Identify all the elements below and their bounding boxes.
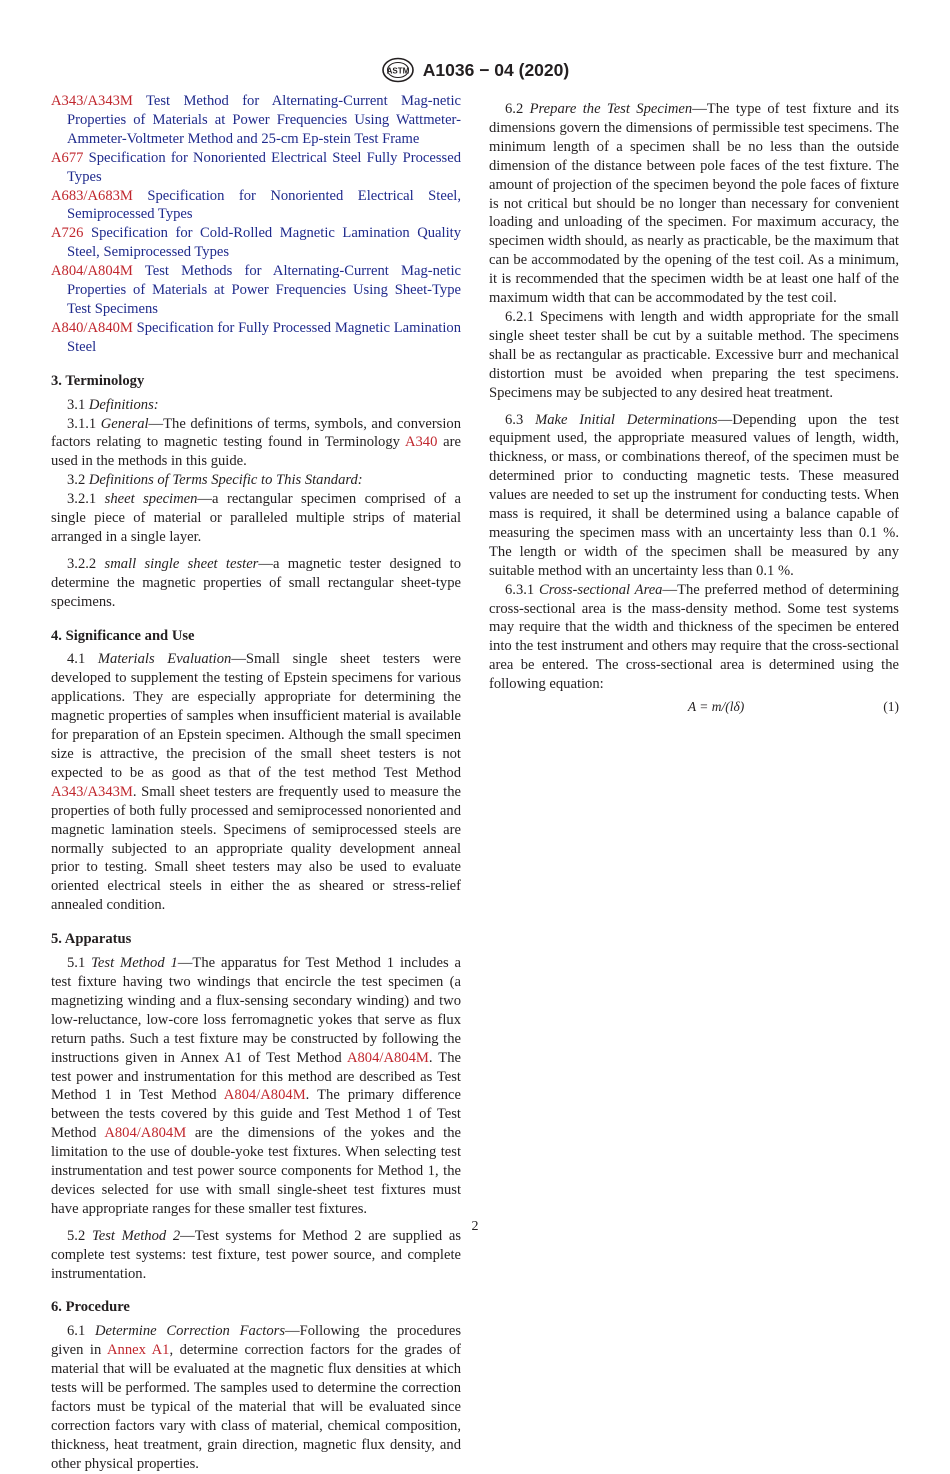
reference-link[interactable]: A343/A343M [51,783,133,800]
reference-title: Test Methods for Alternating-Current Mag-netic Properties of Materials at Power Frequencies Using Sheet-Type Test Specimens [67,263,461,317]
reference-link[interactable]: A683/A683M [51,187,133,204]
right-column [489,92,899,717]
left-column [51,92,461,1474]
paragraph-3-2-2: 3.2.2 small single sheet tester—a magnetic tester designed to determine the magnetic properties of small rectangular sheet-type specimens. [51,555,462,610]
reference-link[interactable]: Annex A1 [107,1342,170,1359]
reference-item [51,92,461,149]
reference-link[interactable]: A340 [404,434,438,451]
paragraph-6-2: 6.2 Prepare the Test Specimen—The type of test fixture and its dimensions govern the dimensions of permissible test specimens. The minimum length of a specimen shall be no less than the outside dimension of the distance between pole faces of the test fixture. The amount of projection of the specimen beyond the pole faces of fixture is not critical but should be no longer than necessary for convenient loading and unloading of the specimen. For maximum accuracy, the specimen width should, as nearly as practicable, be the maximum that can be accommodated by the opening of the test coil. As a minimum, it is recommended that the specimen width be at least one half of the maximum width that can be accommodated by the test coil. [489,101,900,307]
reference-item [51,224,461,262]
reference-link[interactable]: A677 [51,149,84,166]
reference-link[interactable]: A804/A804M [51,263,133,280]
astm-logo-icon [381,57,415,83]
section-heading-terminology: 3. Terminology [51,372,145,389]
page-number: 2 [471,1219,479,1234]
paragraph-3-2-1: 3.2.1 sheet specimen—a rectangular specimen comprised of a single piece of material or paralleled multiple strips of material arranged in a single layer. [51,491,461,545]
reference-title: Specification for Fully Processed Magnetic Lamination Steel [67,319,461,355]
reference-link[interactable]: A726 [51,225,84,242]
reference-title: Specification for Nonoriented Electrical Steel Fully Processed Types [67,149,461,185]
reference-link[interactable]: A804/A804M [223,1087,306,1104]
reference-link[interactable]: A804/A804M [104,1125,187,1142]
paragraph-6-1: 6.1 Determine Correction Factors—Following the procedures given in Annex A1, determine correction factors for the grades of material that will be evaluated at the magnetic flux densities at which tests will be performed. The samples used to determine the correction factors must be typical of the material that will be evaluated since correction factors vary with class of material, chemical composition, thickness, heat treatment, grain direction, magnetic flux density, and other physical properties. [51,1323,461,1472]
page-header [0,56,950,84]
reference-title: Specification for Cold-Rolled Magnetic Lamination Quality Steel, Semiprocessed Types [67,225,461,261]
paragraph-6-3: 6.3 Make Initial Determinations—Depending upon the test equipment used, the appropriate measured values of length, width, thickness, or mass, or combinations thereof, of the specimen must be determined prior to conducting magnetic tests. These measured values are needed to set up the instrument for conducting tests. When mass is required, it shall be determined using a balance capable of measuring the specimen mass with an uncertainty less than 0.1 %. The length or width of the specimen shall be measured by any suitable method with an uncertainty less than 0.1 %. [489,411,899,579]
equation-number: (1) [883,699,899,715]
section-heading-significance: 4. Significance and Use [51,627,195,644]
paragraph-6-2-1: 6.2.1 Specimens with length and width appropriate for the small single sheet tester shall be cut by a suitable method. The specimens shall be as rectangular as practicable. Excessive burr and mechanical distortion must be avoided when preparing the test specimens. Specimens may be subjected to any desired heat treatment. [489,308,899,401]
paragraph-3-2: 3.2 Definitions of Terms Specific to This Standard: [67,472,363,489]
reference-link[interactable]: A804/A804M [346,1049,429,1066]
equation: A = m/(lδ) [687,699,745,715]
section-heading-procedure: 6. Procedure [51,1299,130,1316]
referenced-documents-list [51,92,461,357]
reference-item [51,187,461,225]
equation-row [489,698,899,717]
reference-item [51,262,461,319]
logo-text: ASTM [386,66,410,76]
document-id: A1036 − 04 (2020) [422,59,570,80]
reference-title: Specification for Nonoriented Electrical Steel, Semiprocessed Types [67,187,461,223]
paragraph-5-1: 5.1 Test Method 1—The apparatus for Test Method 1 includes a test fixture having two windings that encircle the test specimen (a magnetizing winding and a flux-sensing secondary winding) and two low-reluctance, low-core loss ferromagnetic yokes that serve as flux return paths. Such a test fixture may be constructed by following the instructions given in Annex A1 of Test Method A804/A804M. The test power and instrumentation for this method are described as Test Method 1 in Test Method A804/A804M. The primary difference between the tests covered by this guide and Test Method 1 of Test Method A804/A804M are the dimensions of the yokes and the limitation to the use of double-yoke test fixtures. When selecting test instrumentation and test power source components for Method 1, the devices selected for use with small single-sheet test fixtures must have appropriate ranges for these smaller test fixtures. [51,955,462,1217]
reference-item [51,149,461,187]
reference-title: Test Method for Alternating-Current Mag-netic Properties of Materials at Power Frequencies Using Wattmeter-Ammeter-Voltmeter Method and 25-cm Ep-stein Test Frame [67,93,461,147]
section-heading-apparatus: 5. Apparatus [51,931,132,948]
paragraph-5-2: 5.2 Test Method 2—Test systems for Method 2 are supplied as complete test systems: test fixture, test power source, and complete instrumentation. [51,1227,461,1282]
paragraph-3-1: 3.1 Definitions: [67,396,159,413]
paragraph-4-1: 4.1 Materials Evaluation—Small single sheet testers were developed to supplement the testing of Epstein specimens for various applications. They are especially appropriate for determining the magnetic properties of samples when insufficient material is available for preparation of an Epstein specimen. Although the small specimen size is attractive, the precision of the small sheet testers is not expected to be as good as that of the test method Test Method A343/A343M. Small sheet testers are frequently used to measure the properties of both fully processed and semiprocessed nonoriented and magnetic lamination steels. Specimens of semiprocessed steels are normally subjected to an appropriate quality development anneal prior to testing. Small sheet testers may also be used to evaluate oriented electrical steels in either the as sheared or stress-relief annealed condition. [51,651,461,914]
reference-item [51,319,461,357]
reference-link[interactable]: A840/A840M [51,319,133,336]
paragraph-6-3-1: 6.3.1 Cross-sectional Area—The preferred method of determining cross-sectional area is the mass-density method. Some test systems may require that the width and thickness of the specimen be entered into the test instrument and others may require that the cross-sectional area be entered. The cross-sectional area is determined using the following equation: [489,581,899,693]
paragraph-3-1-1: 3.1.1 General—The definitions of terms, symbols, and conversion factors relating to magnetic testing found in Terminology A340 are used in the methods in this guide. [51,415,462,470]
reference-link[interactable]: A343/A343M [51,93,133,109]
